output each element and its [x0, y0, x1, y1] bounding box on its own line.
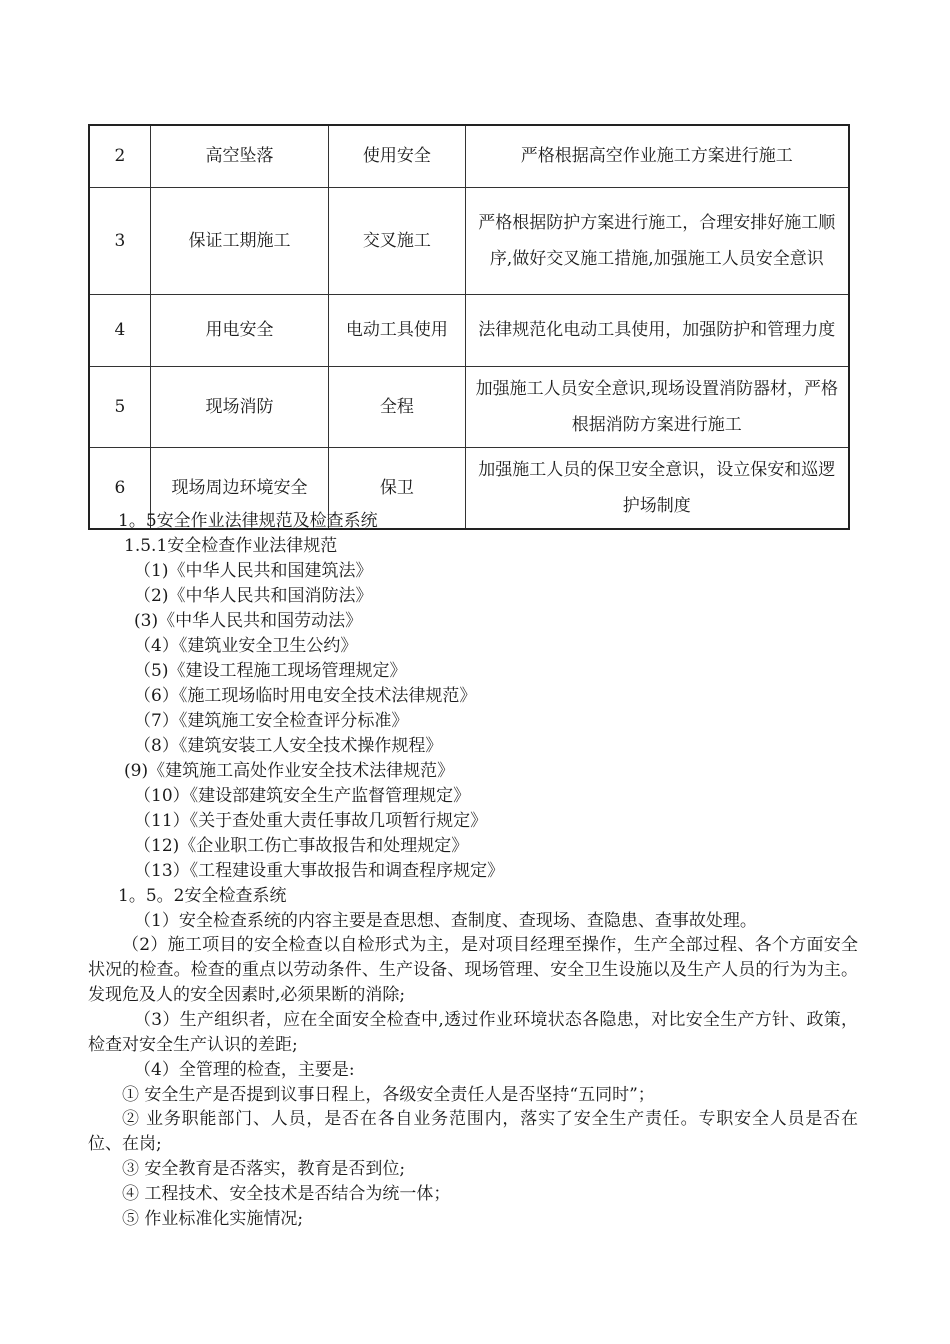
regulation-item: （10）《建设部建筑安全生产监督管理规定》	[134, 786, 471, 806]
check-item: ⑤ 作业标准化实施情况;	[122, 1209, 304, 1229]
stage-cell: 交叉施工	[329, 187, 465, 294]
row-number-cell: 2	[89, 125, 150, 187]
stage-cell: 使用安全	[329, 125, 465, 187]
check-item: ① 安全生产是否提到议事日程上，各级安全责任人是否坚持“五同时”；	[122, 1085, 655, 1105]
regulation-item: （5)《建设工程施工现场管理规定》	[134, 661, 407, 681]
table-row	[89, 294, 849, 366]
row-number-cell: 3	[89, 187, 150, 294]
stage-cell: 保卫	[329, 447, 465, 529]
row-number-cell: 4	[89, 294, 150, 366]
subsection-heading: 1。5。2安全检查系统	[118, 886, 287, 906]
risk-item-cell: 现场消防	[150, 366, 328, 447]
section-heading: 1。5安全作业法律规范及检查系统	[118, 511, 378, 531]
regulation-item: （8）《建筑安装工人安全技术操作规程》	[134, 736, 443, 756]
risk-item-cell: 保证工期施工	[150, 187, 328, 294]
regulation-item: （11）《关于查处重大责任事故几项暂行规定》	[134, 811, 488, 831]
measure-cell: 严格根据高空作业施工方案进行施工	[465, 125, 849, 187]
table-row	[89, 366, 849, 447]
regulation-item: （12)《企业职工伤亡事故报告和处理规定》	[134, 836, 469, 856]
measure-cell: 法律规范化电动工具使用，加强防护和管理力度	[465, 294, 849, 366]
check-item: ② 业务职能部门、人员，是否在各自业务范围内，落实了安全生产责任。专职安全人员是否在位、在岗;	[88, 1109, 858, 1154]
paragraph: （1）安全检查系统的内容主要是查思想、查制度、查现场、查隐患、查事故处理。	[134, 911, 757, 931]
stage-cell: 电动工具使用	[329, 294, 465, 366]
paragraph: （3）生产组织者，应在全面安全检查中,透过作业环境状态各隐患，对比安全生产方针、政策，检查对安全生产认识的差距;	[88, 1010, 858, 1055]
table-row	[89, 125, 849, 187]
regulation-item: （2)《中华人民共和国消防法》	[134, 586, 373, 606]
check-item: ③ 安全教育是否落实，教育是否到位;	[122, 1159, 406, 1179]
regulation-item: （7）《建筑施工安全检查评分标准》	[134, 711, 409, 731]
stage-cell: 全程	[329, 366, 465, 447]
risk-item-cell: 高空坠落	[150, 125, 328, 187]
risk-item-cell: 现场周边环境安全	[150, 447, 328, 529]
regulation-item: （6）《施工现场临时用电安全技术法律规范》	[134, 686, 477, 706]
paragraph: （4）全管理的检查，主要是:	[134, 1060, 355, 1080]
row-number-cell: 6	[89, 447, 150, 529]
regulation-item: （13）《工程建设重大事故报告和调查程序规定》	[134, 861, 505, 881]
paragraph: （2）施工项目的安全检查以自检形式为主，是对项目经理至操作，生产全部过程、各个方面安全状况的检查。检查的重点以劳动条件、生产设备、现场管理、安全卫生设施以及生产人员的行为为主。发现危及人的安全因素时,必须果断的消除;	[88, 935, 858, 1005]
table-row	[89, 187, 849, 294]
subsection-heading: 1.5.1安全检查作业法律规范	[124, 536, 338, 556]
regulation-item: (3)《中华人民共和国劳动法》	[134, 611, 363, 631]
check-item: ④ 工程技术、安全技术是否结合为统一体；	[122, 1184, 451, 1204]
risk-item-cell: 用电安全	[150, 294, 328, 366]
safety-measures-table	[88, 124, 850, 530]
regulation-item: （4）《建筑业安全卫生公约》	[134, 636, 358, 656]
regulation-item: (9)《建筑施工高处作业安全技术法律规范》	[124, 761, 455, 781]
regulation-item: （1)《中华人民共和国建筑法》	[134, 561, 373, 581]
measure-cell: 严格根据防护方案进行施工，合理安排好施工顺序,做好交叉施工措施,加强施工人员安全意识	[465, 187, 849, 294]
measure-cell: 加强施工人员的保卫安全意识，设立保安和巡逻护场制度	[465, 447, 849, 529]
row-number-cell: 5	[89, 366, 150, 447]
measure-cell: 加强施工人员安全意识,现场设置消防器材，严格根据消防方案进行施工	[465, 366, 849, 447]
